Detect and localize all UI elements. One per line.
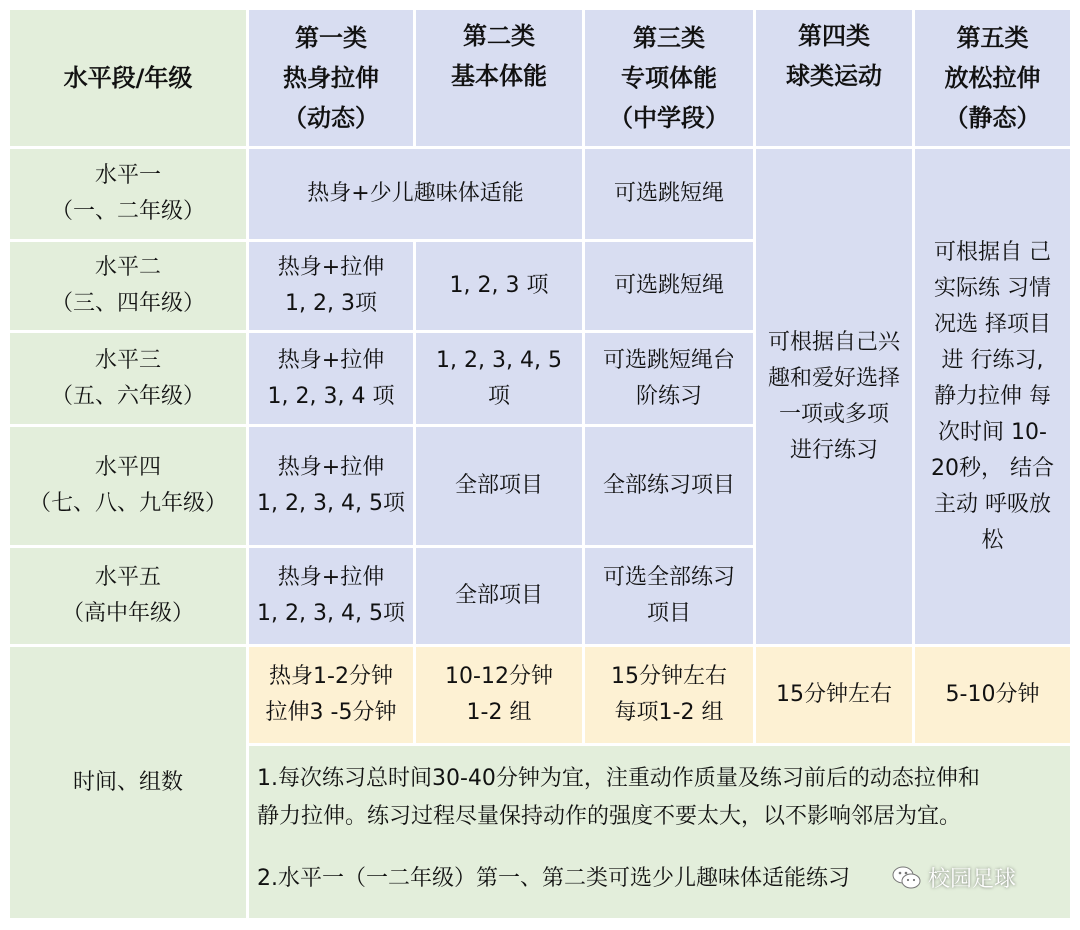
row-5-col-1-line-2: 1, 2, 3, 4, 5项 [257,601,405,626]
header-col-1-line-3: （动态） [283,104,379,132]
row-1-level-name: 水平一 [94,163,161,188]
row-3-level-name: 水平三 [94,347,161,373]
time-col-5 [915,647,1070,743]
header-level-grade-text: 水平段/年级 [63,64,193,92]
note-1-line-2: 静力拉伸。练习过程尽量保持动作的强度不要太大，以不影响邻居为宜。 [257,804,962,829]
row-4-col-1 [249,427,413,545]
col-5-merged-line-6: 次时间 10- [938,419,1047,445]
time-label: 时间、组数 [72,769,183,795]
header-col-2 [416,10,582,146]
time-label-cell [10,647,246,918]
col-4-merged-line-2: 趣和爱好选择 [767,365,900,391]
row-5-level [10,548,246,644]
col-5-merged-line-5: 静力拉伸 每 [934,383,1051,409]
time-col-1 [249,647,413,743]
header-col-2-line-1: 第二类 [463,22,535,50]
row-4-col-1-line-1: 热身+拉伸 [277,455,385,480]
row-3-grade: （五、六年级） [50,383,205,409]
row-5-col-2-text: 全部项目 [454,583,543,608]
time-col-4 [756,647,912,743]
row-3-col-1 [249,333,413,424]
row-4-col-2 [416,427,582,545]
header-col-1 [249,10,413,146]
header-col-4 [756,10,912,146]
row-2-level [10,242,246,330]
col-5-merged-line-2: 实际练 习情 [934,275,1051,301]
header-col-1-line-1: 第一类 [295,24,367,52]
row-5-col-3-line-2: 项目 [646,601,691,626]
watermark [892,862,1016,893]
row-2-col-1-line-1: 热身+拉伸 [277,255,385,280]
header-col-3-line-3: （中学段） [609,104,729,132]
row-3-col-1-line-2: 1, 2, 3, 4 项 [267,383,395,409]
row-4-col-3 [585,427,753,545]
row-1-col-1-2-text: 热身+少儿趣味体适能 [307,181,524,206]
row-3-col-3-line-1: 可选跳短绳台 [602,347,735,373]
row-1-col-1-2 [249,149,582,239]
row-1-grade: （一、二年级） [50,199,205,224]
time-col-2-line-2: 1-2 组 [466,700,532,725]
header-col-1-line-2: 热身拉伸 [283,64,379,92]
row-5-level-name: 水平五 [94,565,161,590]
row-3-col-1-line-1: 热身+拉伸 [277,347,385,373]
time-col-4-text: 15分钟左右 [776,682,892,707]
col-5-merged-line-3: 况选 择项目 [934,311,1051,337]
time-col-1-line-2: 拉伸3 -5分钟 [265,700,397,725]
col-5-merged [915,149,1070,644]
header-col-3 [585,10,753,146]
time-col-2-line-1: 10-12分钟 [445,664,553,689]
row-2-col-1-line-2: 1, 2, 3项 [285,291,377,316]
col-4-merged [756,149,912,644]
row-3-col-2-line-2: 项 [487,383,510,409]
header-col-5-line-2: 放松拉伸 [944,64,1041,92]
row-3-level [10,333,246,424]
row-2-col-3-text: 可选跳短绳 [613,273,724,298]
row-5-col-3 [585,548,753,644]
row-1-col-3 [585,149,753,239]
time-col-5-text: 5-10分钟 [945,682,1040,707]
row-2-col-3 [585,242,753,330]
header-col-2-line-2: 基本体能 [451,62,547,90]
row-5-grade: （高中年级） [61,601,194,626]
col-5-merged-line-7: 20秒， 结合 [931,455,1054,481]
row-4-col-2-text: 全部项目 [454,473,543,498]
header-col-3-line-1: 第三类 [633,24,705,52]
row-3-col-3-line-2: 阶练习 [635,383,702,409]
row-4-col-3-text: 全部练习项目 [602,473,735,498]
row-2-grade: （三、四年级） [50,291,205,316]
row-2-col-2 [416,242,582,330]
header-col-3-line-2: 专项体能 [621,64,717,92]
header-col-4-line-1: 第四类 [798,22,870,50]
header-col-5 [915,10,1070,146]
watermark-text: 校园足球 [928,867,1017,892]
row-5-col-1-line-1: 热身+拉伸 [277,565,385,590]
col-5-merged-line-9: 松 [981,527,1004,553]
header-col-4-line-2: 球类运动 [786,62,882,90]
row-1-level [10,149,246,239]
note-1-line-1: 1.每次练习总时间30-40分钟为宜，注重动作质量及练习前后的动态拉伸和 [257,766,980,791]
row-3-col-2 [416,333,582,424]
row-3-col-3 [585,333,753,424]
row-1-col-3-text: 可选跳短绳 [613,181,724,206]
col-5-merged-line-8: 主动 呼吸放 [934,491,1051,517]
time-col-3-line-2: 每项1-2 组 [614,700,724,725]
row-5-col-3-line-1: 可选全部练习 [602,565,735,590]
header-col-5-line-3: （静态） [944,104,1041,132]
wechat-icon [892,865,922,891]
row-5-col-1 [249,548,413,644]
header-col-5-line-1: 第五类 [956,24,1029,52]
row-4-col-1-line-2: 1, 2, 3, 4, 5项 [257,491,405,516]
header-level-grade [10,10,246,146]
row-2-col-1 [249,242,413,330]
time-col-3 [585,647,753,743]
row-5-col-2 [416,548,582,644]
col-5-merged-line-1: 可根据自 己 [934,239,1051,265]
row-2-level-name: 水平二 [94,255,161,280]
col-4-merged-line-1: 可根据自己兴 [767,329,900,355]
row-3-col-2-line-1: 1, 2, 3, 4, 5 [436,347,562,373]
col-5-merged-line-4: 进 行练习, [941,347,1044,373]
row-4-level [10,427,246,545]
note-2: 2.水平一（一二年级）第一、第二类可选少儿趣味体适能练习 [257,866,850,891]
time-col-1-line-1: 热身1-2分钟 [269,664,393,689]
col-4-merged-line-3: 一项或多项 [778,401,889,427]
time-col-2 [416,647,582,743]
row-2-col-2-text: 1, 2, 3 项 [449,273,549,298]
time-col-3-line-1: 15分钟左右 [611,664,727,689]
row-4-level-name: 水平四 [94,455,161,480]
col-4-merged-line-4: 进行练习 [789,437,878,463]
row-4-grade: （七、八、九年级） [28,491,227,516]
